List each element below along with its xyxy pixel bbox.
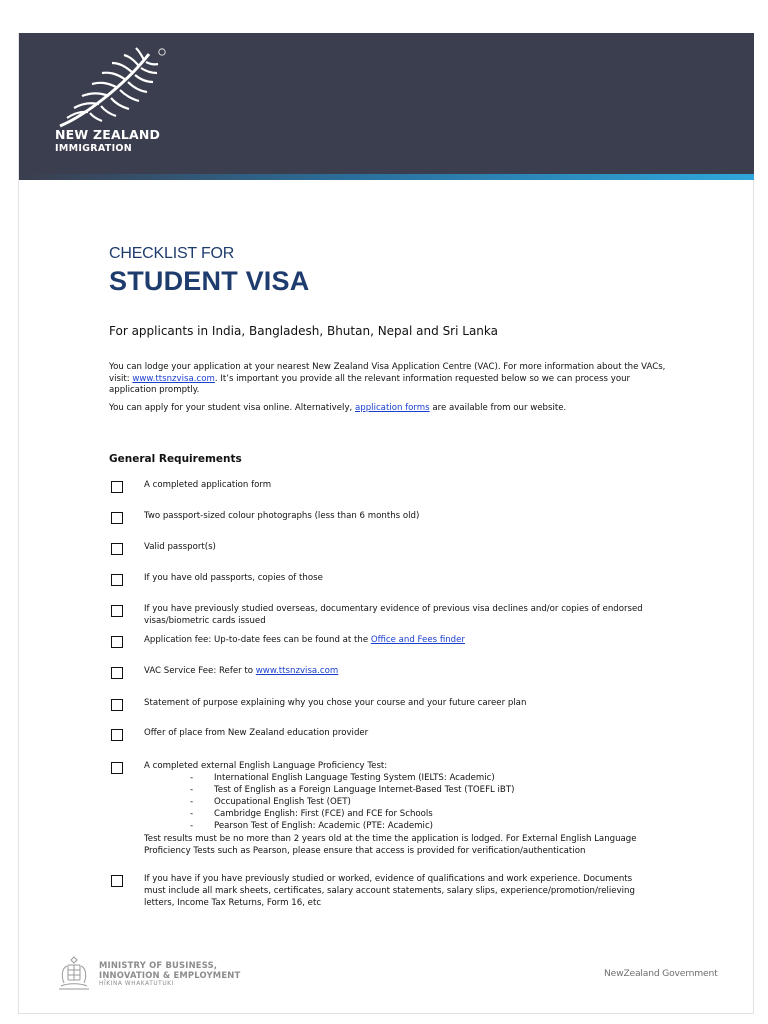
list-item: - Pearson Test of English: Academic (PTE: Academic)	[144, 820, 644, 832]
mbie-line-2: INNOVATION & EMPLOYMENT	[99, 970, 241, 980]
intro-text: . It’s important you provide all the relevant information requested below so we can process your application promptly.	[109, 373, 631, 396]
checkbox[interactable]	[111, 512, 123, 524]
intro-paragraph-1	[109, 362, 669, 397]
mbie-line-3: HĪKINA WHAKATUTUKI	[99, 981, 174, 987]
checklist-item-text: If you have old passports, copies of those	[144, 573, 323, 583]
header-stripe	[19, 174, 754, 180]
pre-title: CHECKLIST FOR	[109, 245, 235, 262]
checkbox[interactable]	[111, 729, 123, 741]
checkbox[interactable]	[111, 481, 123, 493]
checklist-item-text	[144, 634, 644, 646]
application-forms-link[interactable]: application forms	[355, 403, 430, 413]
checkbox[interactable]	[111, 574, 123, 586]
list-item: - Cambridge English: First (FCE) and FCE for Schools	[144, 808, 644, 820]
page-subtitle: For applicants in India, Bangladesh, Bhutan, Nepal and Sri Lanka	[109, 324, 499, 338]
item-text: Application fee: Up-to-date fees can be found at the	[144, 635, 371, 645]
checklist-item-text: If you have if you have previously studied or worked, evidence of qualifications and work experience. Documents must include all mark sheets, certificates, salary account statements, salary slips, experience/promotion/relieving letters, Income Tax Returns, Form 16, etc	[144, 874, 635, 908]
english-test-list	[144, 772, 644, 832]
list-item: - International English Language Testing System (IELTS: Academic)	[144, 772, 644, 784]
intro-text: are available from our website.	[429, 403, 567, 413]
mbie-line-1: MINISTRY OF BUSINESS,	[99, 960, 218, 970]
item-text: VAC Service Fee: Refer to	[144, 666, 256, 676]
document-page	[18, 33, 754, 1014]
checklist-item-text: Valid passport(s)	[144, 542, 216, 552]
english-test-note: Test results must be no more than 2 years old at the time the application is lodged. For External English Language Proficiency Tests such as Pearson, please ensure that access is provided for verification/authentication	[144, 834, 637, 856]
checklist-item-text: Statement of purpose explaining why you chose your course and your future career plan	[144, 698, 527, 708]
checklist-item-text: If you have previously studied overseas, documentary evidence of previous visa declines and/or copies of endorsed visas/biometric cards issued	[144, 604, 643, 626]
checkbox[interactable]	[111, 667, 123, 679]
page-title: STUDENT VISA	[109, 266, 310, 296]
vac-fee-link[interactable]: www.ttsnzvisa.com	[255, 666, 339, 676]
list-item: - Occupational English Test (OET)	[144, 796, 644, 808]
checkbox[interactable]	[111, 699, 123, 711]
ttsnzvisa-link[interactable]: www.ttsnzvisa.com	[132, 373, 215, 384]
logo-title: NEW ZEALAND	[55, 127, 161, 142]
checkbox[interactable]	[111, 636, 123, 648]
checklist-item-text: A completed application form	[144, 480, 272, 490]
intro-text: You can apply for your student visa online. Alternatively,	[109, 403, 355, 413]
office-fees-finder-link[interactable]: Office and Fees finder	[370, 635, 465, 645]
checklist-item-text	[144, 760, 644, 857]
intro-text: You can lodge your application at your nearest New Zealand Visa Application Centre (VAC). For more information about the VACs, visit:	[109, 362, 666, 384]
checkbox[interactable]	[111, 875, 123, 887]
checklist-item-text: Offer of place from New Zealand education provider	[144, 728, 369, 738]
checkbox[interactable]	[111, 605, 123, 617]
logo-subtitle: IMMIGRATION	[55, 143, 133, 154]
general-requirements-heading: General Requirements	[109, 453, 242, 465]
coat-of-arms-icon	[56, 956, 92, 990]
english-test-heading: A completed external English Language Proficiency Test:	[144, 761, 388, 771]
nz-government-logo: NewZealand Government	[604, 968, 718, 979]
checkbox[interactable]	[111, 762, 123, 774]
intro-paragraph-2	[109, 403, 669, 415]
checkbox[interactable]	[111, 543, 123, 555]
checklist-item-text: Two passport-sized colour photographs (less than 6 months old)	[144, 511, 420, 521]
checklist-item-text	[144, 665, 644, 677]
list-item: - Test of English as a Foreign Language Internet-Based Test (TOEFL iBT)	[144, 784, 644, 796]
